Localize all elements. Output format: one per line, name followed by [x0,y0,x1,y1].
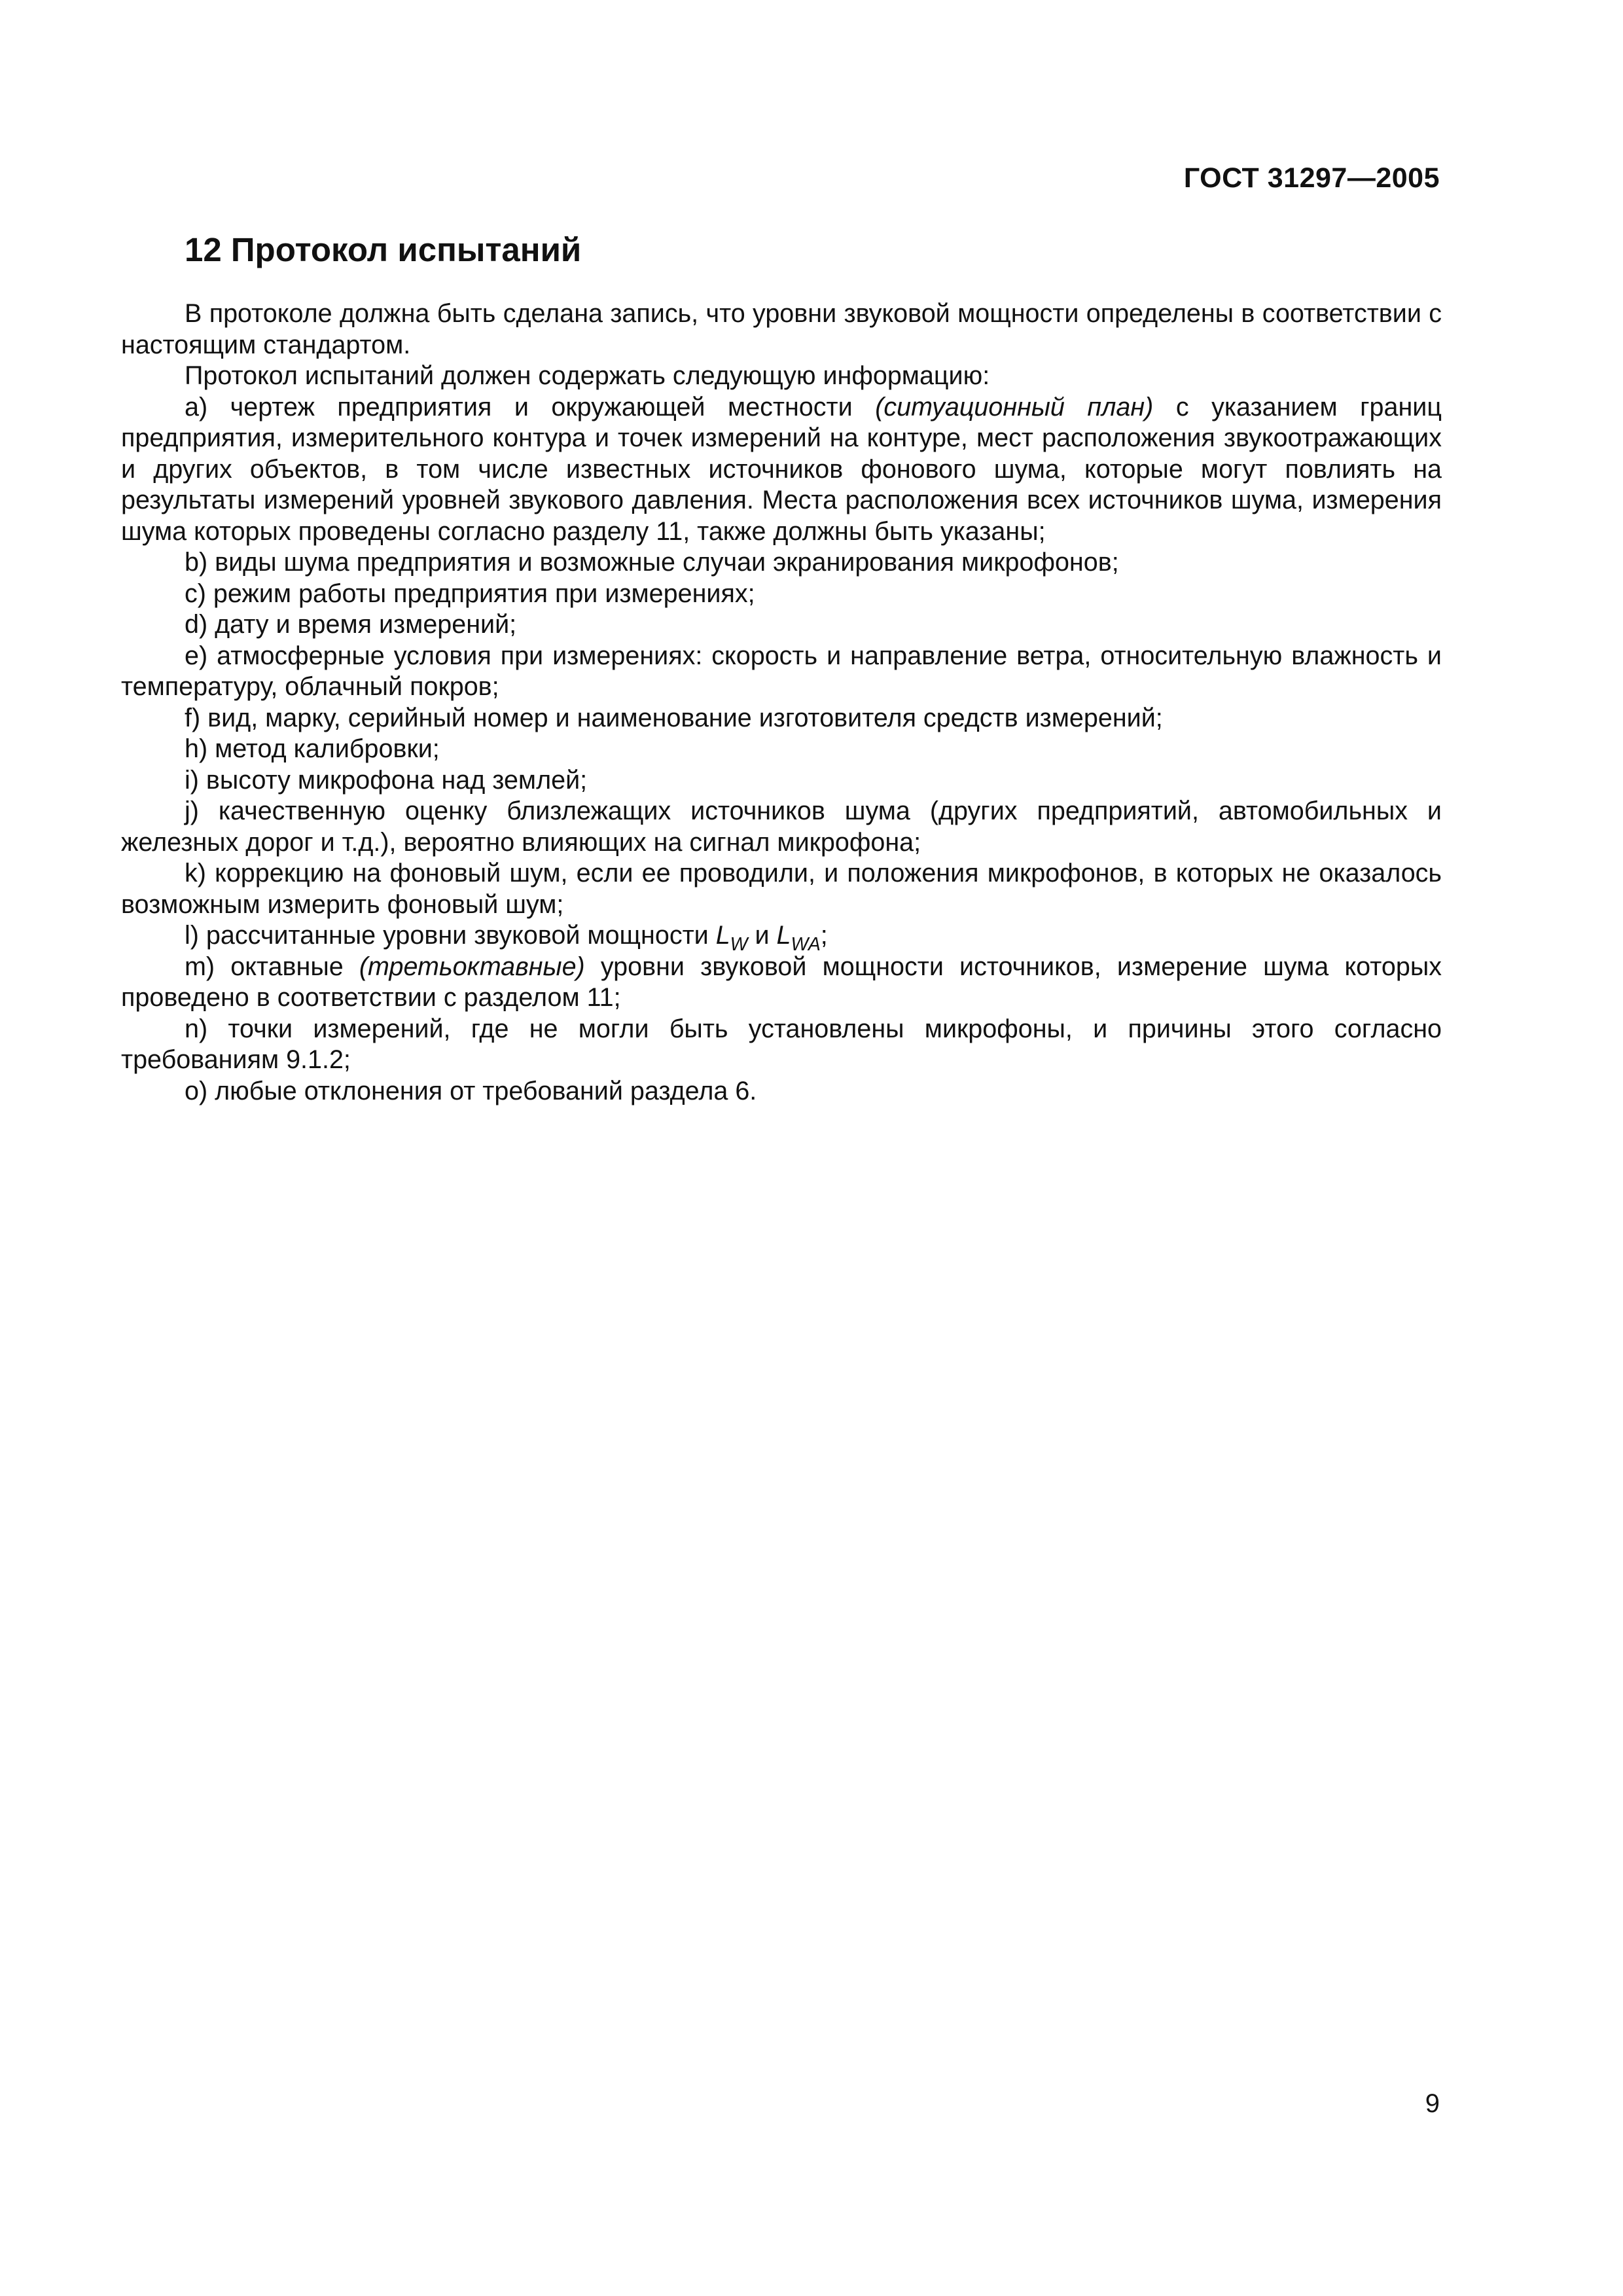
list-item-e: е) атмосферные условия при измерениях: скорость и направление ветра, относительную влажность и температуру, облачный покров; [121,641,1442,701]
list-item-m [121,952,1442,1014]
item-m-text: m) октавные [185,952,359,981]
list-item-j: j) качественную оценку близлежащих источников шума (других предприятий, автомобильных и железных дорог и т.д.), вероятно влияющих на сигнал микрофона; [121,797,1442,857]
list-item-l [121,920,1442,955]
item-l-suffix: ; [820,921,828,950]
item-a-emphasis: (ситуационный план) [875,392,1154,422]
item-m-emphasis: (третьоктавные) [359,952,585,981]
document-body [121,298,1442,1107]
list-item-d: d) дату и время измерений; [185,610,517,639]
item-l-joiner: и [747,921,777,950]
item-m-text-cont: уровни звуковой мощности источников, измерение шума которых проведено в соответствии с разделом 11; [121,952,1442,1012]
list-item-c: с) режим работы предприятия при измерениях; [185,579,755,608]
item-a-text-cont: с указанием границ предприятия, измерительного контура и точек измерений на контуре, мест расположения звукоотражающих и других объектов, в том числе известных источников фонового шума, которые могут повлиять на результаты измерений уровней звукового давления. Места расположения всех источников шума, измерения шума которых проведены согласно разделу 11, также должны быть указаны; [121,392,1442,546]
symbol-lwa: $L_{WA}$ [776,921,821,955]
list-item-f: f) вид, марку, серийный номер и наименование изготовителя средств измерений; [185,703,1163,732]
item-l-text: l) рассчитанные уровни звуковой мощности [185,921,716,950]
list-item-k: k) коррекцию на фоновый шум, если ее проводили, и положения микрофонов, в которых не оказалось возможным измерить фоновый шум; [121,859,1442,919]
document-code: ГОСТ 31297—2005 [1183,162,1440,194]
list-item-o: о) любые отклонения от требований раздела 6. [185,1076,757,1105]
section-title: 12 Протокол испытаний [185,231,582,268]
list-item-a [121,392,1442,548]
page-number: 9 [1425,2089,1440,2118]
item-a-text: а) чертеж предприятия и окружающей местности [185,392,876,422]
list-item-h: h) метод калибровки; [185,734,440,763]
list-item-b: b) виды шума предприятия и возможные случаи экранирования микрофонов; [185,548,1119,577]
symbol-lw: $L_W$ [715,921,748,955]
list-item-n: n) точки измерений, где не могли быть установлены микрофоны, и причины этого согласно требованиям 9.1.2; [121,1014,1442,1074]
paragraph-intro: В протоколе должна быть сделана запись, что уровни звуковой мощности определены в соответствии с настоящим стандартом. [121,299,1442,359]
list-item-i: i) высоту микрофона над землей; [185,765,588,795]
paragraph-list-intro: Протокол испытаний должен содержать следующую информацию: [185,361,990,390]
